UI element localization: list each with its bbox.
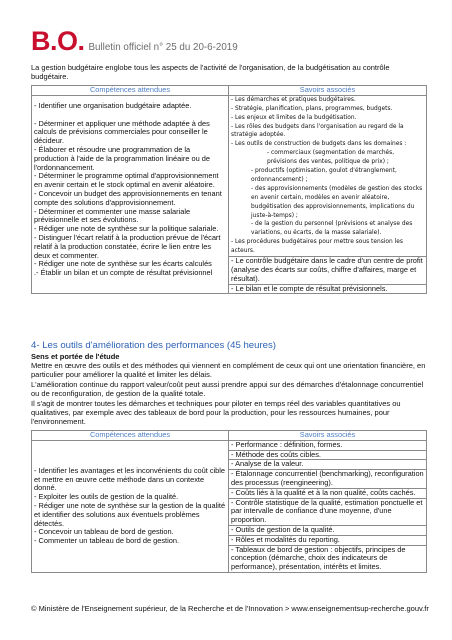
bulletin-subtitle: Bulletin officiel n° 25 du 20-6-2019 [88,42,238,53]
savoir-item: - Outils de gestion de la qualité. [229,526,426,536]
competences-table-2 [31,430,427,573]
savoir-item: - Stratégie, planification, plans, programmes, budgets. [231,105,393,112]
table1-header-left: Compétences attendues [32,86,229,96]
footer-copyright: © Ministère de l'Enseignement supérieur, de la Recherche et de l'Innovation > www.enseignementsup-recherche.gouv.fr [31,604,429,613]
savoir-item: - Étalonnage concurrentiel (benchmarking), reconfiguration des processus (reengineering). [229,470,426,489]
section-4-paragraph: Il s'agit de montrer toutes les démarches et techniques pour piloter en temps réel des variables quantitatives ou qualitatives, par exemple avec des tableaux de bord pour la production, pour les ressources humaines, pour l'environnement. [31,399,401,427]
section-4-subtitle: Sens et portée de l'étude [31,352,120,361]
table2-header-right: Savoirs associés [229,431,427,441]
savoir-item: - Performance : définition, formes. [229,441,426,451]
savoir-item: - Les démarches et pratiques budgétaires. [231,96,356,103]
savoir-item: - Les outils de construction de budgets dans les domaines : [231,141,407,148]
section-4-title: 4- Les outils d'amélioration des performances (45 heures) [31,340,276,351]
savoir-subitem: - commerciaux (segmentation de marchés, prévisions des ventes, politique de prix) ; [267,150,395,166]
competence-item: - Rédiger une note de synthèse sur la gestion de la qualité et identifier des solutions aux éventuels problèmes détectés. [34,500,226,528]
savoir-item: - Contrôle statistique de la qualité, estimation ponctuelle et par intervalle de confiance d'une moyenne, d'une proportion. [229,499,426,526]
competence-item: - Distinguer l'écart relatif à la production prévue de l'écart relatif à la production constatée, écrire le lien entre les deux et commenter. [34,232,221,260]
savoir-subitem: - de la gestion du personnel (prévisions et analyse des variations, ou écarts, de la masse salariale). [251,221,413,237]
competence-item: .- Établir un bilan et un compte de résultat prévisionnel [34,268,213,278]
section-4-paragraph: Mettre en œuvre des outils et des méthodes qui viennent en complément de ceux qui ont une orientation financière, en particulier pour améliorer la qualité et limiter les délais. [31,361,426,380]
competence-item: - Exploiter les outils de gestion de la qualité. [34,492,179,502]
competence-item: - Concevoir un budget des approvisionnements en tenant compte des solutions d'approvisionnement. [34,188,222,207]
competence-item: - Rédiger une note de synthèse sur les écarts calculés [34,259,212,269]
competence-item: - Déterminer et commenter une masse salariale prévisionnelle et ses évolutions. [34,206,191,225]
table2-header-left: Compétences attendues [32,431,229,441]
savoir-item: - Les procédures budgétaires pour mettre sous tension les acteurs. [231,239,403,255]
table2-savoirs-cell [229,440,427,572]
savoir-item: - Méthode des coûts cibles. [229,451,426,461]
competence-item: - Identifier une organisation budgétaire adaptée. [34,100,192,110]
bo-logo: B.O. [31,26,85,56]
bulletin-header [31,27,238,55]
savoir-item: - Coûts liés à la qualité et à la non qualité, coûts cachés. [229,489,426,499]
savoir-item: - Analyse de la valeur. [229,460,426,470]
table2-competences-cell [32,440,229,572]
competence-item: - Déterminer et appliquer une méthode adaptée à des calculs de prévisions commerciales pour conseiller le décideur. [34,118,210,146]
competence-item: - Identifier les avantages et les inconvénients du coût cible et mettre en œuvre cette méthode dans un contexte donné. [34,465,226,493]
savoir-item: - Tableaux de bord de gestion : objectifs, principes de conception (démarche, choix des indicateurs de performance), présentation, intérêts et limites. [231,544,406,572]
competence-item: - Élaborer et résoudre une programmation de la production à l'aide de la programmation linéaire ou de l'ordonnancement. [34,144,211,172]
table1-header-right: Savoirs associés [229,86,427,96]
table1-savoirs-cell [229,95,427,294]
competence-item: - Concevoir un tableau de bord de gestion. [34,527,174,537]
savoir-item: - Les rôles des budgets dans l'organisation au regard de la stratégie adoptée. [231,123,404,139]
competence-item: - Rédiger une note de synthèse sur la politique salariale. [34,224,219,234]
competences-table-1 [31,85,427,294]
savoir-item: - Le contrôle budgétaire dans le cadre d'un centre de profit (analyse des écarts sur coûts, chiffre d'affaires, marge et résultat). [229,256,426,283]
savoir-item: - Les enjeux et limites de la budgétisation. [231,114,357,121]
intro-paragraph: La gestion budgétaire englobe tous les aspects de l'activité de l'organisation, de la budgétisation au contrôle budgétaire. [31,63,390,82]
savoir-subitem: - des approvisionnements (modèles de gestion des stocks en avenir certain, modèles en avenir aléatoire, budgétisation des approvisionnements, implications du juste-à-temps) ; [251,185,423,219]
savoir-item: - Le bilan et le compte de résultat prévisionnels. [229,284,426,294]
competence-item: - Commenter un tableau de bord de gestion. [34,536,180,546]
section-4-paragraph: L'amélioration continue du rapport valeur/coût peut aussi prendre appui sur des démarches d'étalonnage concurrentiel ou de reconfiguration, de gestion de la qualité totale. [31,380,424,399]
savoir-item: - Rôles et modalités du reporting. [229,536,426,546]
competence-item: - Déterminer le programme optimal d'approvisionnement en avenir certain et le stock optimal en avenir aléatoire. [34,171,219,190]
table1-competences-cell [32,95,229,294]
savoir-subitem: - productifs (optimisation, goulot d'étranglement, ordonnancement) ; [251,168,397,183]
